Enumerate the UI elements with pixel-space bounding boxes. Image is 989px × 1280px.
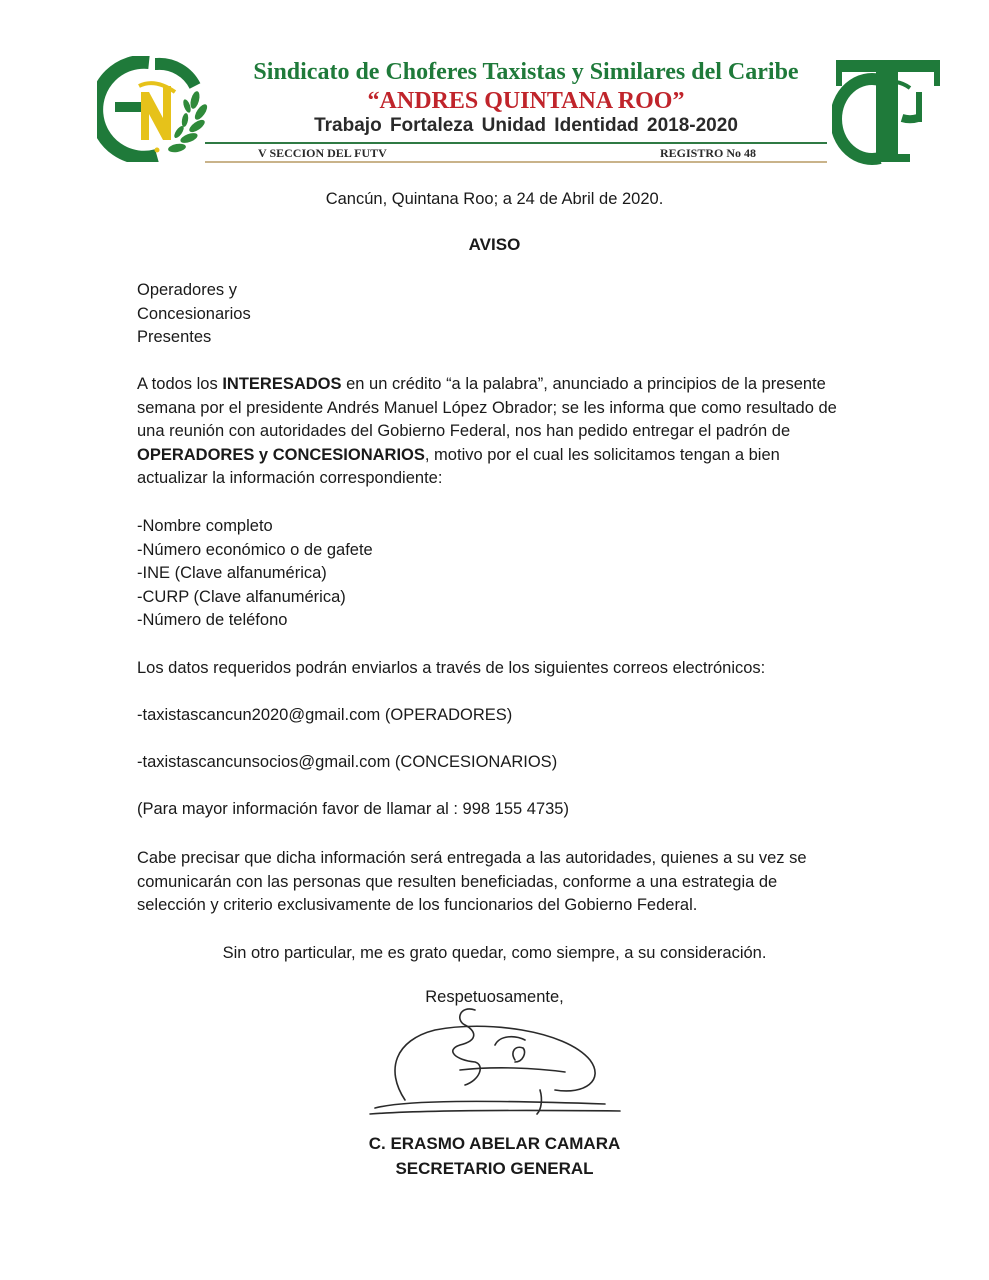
body-paragraph-2: Cabe precisar que dicha información será entregada a las autoridades, quienes a su vez se comunicarán con las personas que resulten beneficiadas, conforme a una estrategia de selección y criterio exclusivamente de los funcionarios del Gobierno Federal. — [137, 849, 807, 914]
email-operadores: -taxistascancun2020@gmail.com (OPERADORES) — [137, 706, 513, 724]
tc-monogram-icon — [832, 58, 944, 166]
signer-title: SECRETARIO GENERAL — [395, 1159, 594, 1178]
header-divider-tan — [205, 161, 827, 163]
email-concesionarios: -taxistascancunsocios@gmail.com (CONCESIONARIOS) — [137, 753, 558, 771]
union-logo-left — [97, 56, 215, 162]
requirements-list — [137, 515, 373, 633]
bold-operadores-concesionarios: OPERADORES y CONCESIONARIOS — [137, 445, 425, 464]
body-paragraph-1 — [137, 373, 837, 491]
list-item: -Nombre completo — [137, 517, 273, 535]
signer-name: C. ERASMO ABELAR CAMARA — [368, 1134, 621, 1153]
header-divider-green — [205, 142, 827, 144]
text-run: en un crédito “a la palabra”, anunciado a principios de la presente semana por el presidente Andrés Manuel López Obrador; se les informa que como resultado de una reunión con autoridades del Gobierno Federal, nos han pedido entregar el padrón de — [137, 375, 837, 440]
union-registry: REGISTRO No 48 — [660, 146, 757, 160]
bold-interesados: INTERESADOS — [222, 375, 342, 393]
closing-line: Sin otro particular, me es grato quedar, como siempre, a su consideración. — [222, 944, 767, 962]
union-name: Sindicato de Choferes Taxistas y Similares del Caribe — [253, 59, 799, 85]
list-item: -Número económico o de gafete — [137, 540, 373, 559]
list-item: -Número de teléfono — [137, 611, 288, 629]
list-item: -CURP (Clave alfanumérica) — [137, 587, 346, 606]
union-logo-right — [832, 58, 944, 166]
signature — [365, 1000, 630, 1125]
salutation-line: Operadores y — [137, 281, 237, 299]
phone-note: (Para mayor información favor de llamar al : 998 155 4735) — [137, 800, 569, 818]
union-emblem-icon — [97, 56, 215, 162]
list-item: -INE (Clave alfanumérica) — [137, 564, 327, 582]
signer-block — [0, 1131, 989, 1181]
union-section: V SECCION DEL FUTV — [258, 146, 387, 160]
union-motto: Trabajo Fortaleza Unidad Identidad 2018-2020 — [314, 115, 738, 136]
salutation-line: Presentes — [137, 328, 212, 346]
union-subtitle: “ANDRES QUINTANA ROO” — [367, 88, 685, 114]
letter-date: Cancún, Quintana Roo; a 24 de Abril de 2020. — [325, 190, 664, 208]
emails-intro: Los datos requeridos podrán enviarlos a través de los siguientes correos electrónicos: — [137, 659, 766, 677]
letter-heading: AVISO — [468, 235, 521, 254]
signature-scribble-icon — [365, 1000, 630, 1125]
regards: Respetuosamente, — [425, 988, 564, 1006]
salutation-line: Concesionarios — [137, 304, 251, 323]
salutation — [137, 279, 251, 350]
text-run: , motivo por el cual les solicitamos tengan a bien actualizar la información correspondiente: — [137, 445, 780, 487]
text-run: A todos los — [137, 375, 223, 393]
